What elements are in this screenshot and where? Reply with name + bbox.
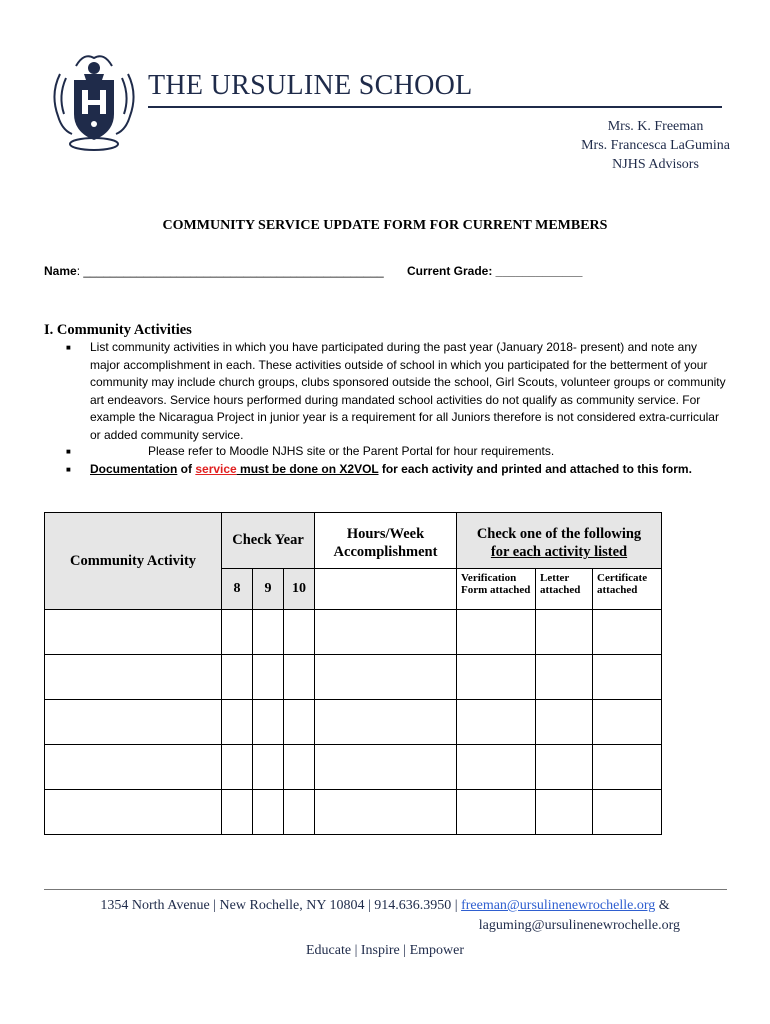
bullet-icon: ■ — [66, 343, 71, 352]
table-row — [45, 790, 662, 835]
table-row — [45, 610, 662, 655]
col-header-check-year: Check Year — [222, 513, 315, 569]
year-9-cell[interactable] — [253, 610, 284, 655]
certificate-cell[interactable] — [593, 610, 662, 655]
verification-cell[interactable] — [457, 700, 536, 745]
year-10-header: 10 — [284, 569, 315, 610]
activity-table — [44, 512, 662, 835]
certificate-subheader: Certificate attached — [593, 569, 662, 610]
doc-text: for each activity and printed and attached to this form. — [378, 462, 692, 476]
col-header-activity: Community Activity — [45, 513, 222, 610]
year-8-cell[interactable] — [222, 655, 253, 700]
year-9-cell[interactable] — [253, 745, 284, 790]
advisors-block — [581, 117, 730, 174]
year-10-cell[interactable] — [284, 745, 315, 790]
email-link-freeman[interactable]: freeman@ursulinenewrochelle.org — [461, 898, 656, 913]
name-field[interactable] — [44, 264, 384, 278]
table-row — [45, 700, 662, 745]
year-8-cell[interactable] — [222, 790, 253, 835]
year-9-cell[interactable] — [253, 700, 284, 745]
hours-cell[interactable] — [315, 790, 457, 835]
verification-cell[interactable] — [457, 790, 536, 835]
year-10-cell[interactable] — [284, 655, 315, 700]
table-row — [45, 655, 662, 700]
address-text: 1354 North Avenue | New Rochelle, NY 10804 | 914.636.3950 | — [100, 898, 462, 913]
letter-cell[interactable] — [536, 610, 593, 655]
year-10-cell[interactable] — [284, 610, 315, 655]
check-one-line: Check one of the following — [476, 526, 642, 542]
certificate-cell[interactable] — [593, 700, 662, 745]
hours-cell[interactable] — [315, 700, 457, 745]
name-blank: : _____________________________________________ — [76, 264, 384, 278]
activity-cell[interactable] — [45, 745, 222, 790]
advisors-title: NJHS Advisors — [612, 157, 699, 172]
activity-cell[interactable] — [45, 655, 222, 700]
year-8-header: 8 — [222, 569, 253, 610]
advisor-name: Mrs. Francesca LaGumina — [581, 138, 730, 153]
hours-cell[interactable] — [315, 610, 457, 655]
instruction-text: List community activities in which you have participated during the past year (January 2018- present) and note any major accomplishment in each. These activities outside of school in which you participated for the betterment of your community may include church groups, clubs sponsored outside the school, Girl Scouts, volunteer groups or community art endeavors. Service hours performed during mandated school activities do not qualify as community service. For example the Nicaragua Project in junior year is a requirement for all Juniors therefore is not considered extra-curricular or added community service. — [90, 340, 726, 442]
check-one-line: for each activity listed — [490, 544, 628, 560]
letter-cell[interactable] — [536, 700, 593, 745]
form-title: COMMUNITY SERVICE UPDATE FORM FOR CURRENT MEMBERS — [162, 218, 608, 233]
year-9-cell[interactable] — [253, 790, 284, 835]
year-8-cell[interactable] — [222, 610, 253, 655]
year-9-header: 9 — [253, 569, 284, 610]
current-grade-field[interactable]: Current Grade: _____________ — [407, 264, 583, 278]
email-laguming: laguming@ursulinenewrochelle.org — [478, 918, 680, 933]
bullet-icon: ■ — [66, 465, 71, 474]
letterhead-rule — [148, 106, 722, 108]
name-label: Name — [44, 264, 77, 278]
footer-rule — [44, 889, 727, 890]
section-heading: I. Community Activities — [44, 322, 192, 338]
advisor-name: Mrs. K. Freeman — [607, 119, 704, 134]
verification-cell[interactable] — [457, 745, 536, 790]
verification-cell[interactable] — [457, 610, 536, 655]
year-8-cell[interactable] — [222, 745, 253, 790]
certificate-cell[interactable] — [593, 655, 662, 700]
instruction-text: Please refer to Moodle NJHS site or the Parent Portal for hour requirements. — [148, 444, 555, 458]
year-10-cell[interactable] — [284, 790, 315, 835]
verification-subheader: Verification Form attached — [457, 569, 536, 610]
letter-cell[interactable] — [536, 790, 593, 835]
letter-subheader: Letter attached — [536, 569, 593, 610]
year-10-cell[interactable] — [284, 700, 315, 745]
school-motto: Educate | Inspire | Empower — [306, 943, 464, 958]
footer-address — [0, 898, 770, 914]
doc-word: Documentation — [90, 462, 178, 476]
ampersand: & — [655, 898, 670, 913]
doc-text: of — [177, 462, 196, 476]
col-header-check-one — [457, 513, 662, 569]
school-crest-logo — [46, 44, 142, 156]
year-8-cell[interactable] — [222, 700, 253, 745]
certificate-cell[interactable] — [593, 790, 662, 835]
school-name: THE URSULINE SCHOOL — [148, 70, 473, 101]
bullet-icon: ■ — [66, 447, 71, 456]
activity-cell[interactable] — [45, 610, 222, 655]
documentation-instruction — [90, 461, 730, 479]
table-row — [45, 745, 662, 790]
hours-cell[interactable] — [315, 745, 457, 790]
letter-cell[interactable] — [536, 745, 593, 790]
x2vol-text: must be done on X2VOL — [236, 462, 379, 476]
activity-cell[interactable] — [45, 700, 222, 745]
verification-cell[interactable] — [457, 655, 536, 700]
service-word: service — [195, 462, 237, 476]
hours-cell[interactable] — [315, 655, 457, 700]
letter-cell[interactable] — [536, 655, 593, 700]
col-header-hours: Hours/Week Accomplishment — [315, 513, 457, 569]
year-9-cell[interactable] — [253, 655, 284, 700]
hours-subheader — [315, 569, 457, 610]
certificate-cell[interactable] — [593, 745, 662, 790]
activity-cell[interactable] — [45, 790, 222, 835]
